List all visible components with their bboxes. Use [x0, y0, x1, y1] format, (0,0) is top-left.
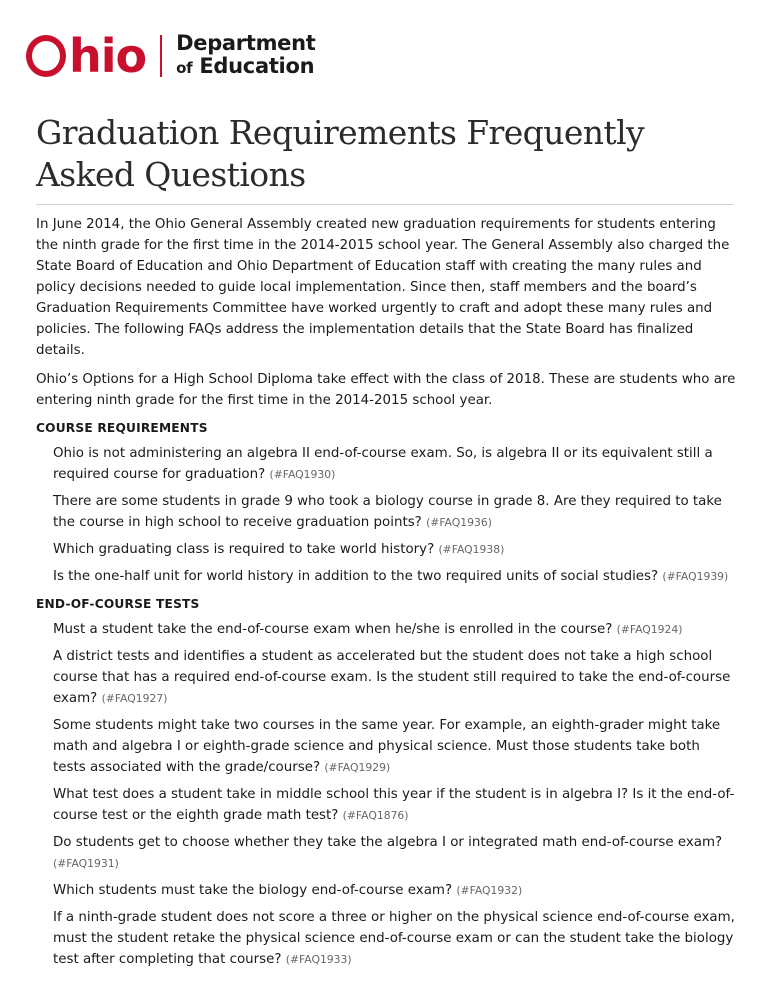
- faq-question[interactable]: Ohio is not administering an algebra II end-of-course exam. So, is algebra II or its equivalent still a required course for graduation?: [53, 446, 713, 482]
- intro-paragraph: Ohio’s Options for a High School Diploma take effect with the class of 2018. These are students who are entering ninth grade for the first time in the 2014-2015 school year.: [36, 372, 736, 408]
- faq-question[interactable]: Must a student take the end-of-course exam when he/she is enrolled in the course?: [53, 622, 613, 637]
- faq-question[interactable]: Which graduating class is required to take world history?: [53, 542, 435, 557]
- intro-paragraph: In June 2014, the Ohio General Assembly created new graduation requirements for students entering the ninth grade for the first time in the 2014-2015 school year. The General Assembly also charged the State Board of Education and Ohio Department of Education staff with creating the many rules and policy decisions needed to guide local implementation. Since then, staff members and the board’s Graduation Requirements Committee have worked urgently to craft and adopt these many rules and policies. The following FAQs address the implementation details that the State Board has finalized details.: [36, 217, 730, 358]
- ohio-department-of-education-logo[interactable]: [26, 26, 316, 86]
- faq-item[interactable]: [53, 566, 736, 587]
- department-line2-text: Education: [199, 54, 315, 78]
- department-line2: [176, 55, 315, 80]
- faq-question[interactable]: There are some students in grade 9 who took a biology course in grade 8. Are they required to take the course in high school to receive graduation points?: [53, 494, 722, 530]
- faq-item[interactable]: [53, 491, 736, 533]
- faq-anchor-link[interactable]: (#FAQ1876): [342, 809, 409, 822]
- faq-anchor-link[interactable]: (#FAQ1936): [426, 516, 492, 529]
- faq-list: [36, 619, 736, 970]
- faq-list: [36, 443, 736, 587]
- department-name: [176, 32, 315, 80]
- faq-question[interactable]: Do students get to choose whether they take the algebra I or integrated math end-of-course exam?: [53, 835, 723, 850]
- faq-anchor-link[interactable]: (#FAQ1939): [662, 570, 729, 583]
- faq-question[interactable]: Some students might take two courses in the same year. For example, an eighth-grader might take math and algebra I or eighth-grade science and physical science. Must those students take both tests associated with the grade/course?: [53, 718, 721, 775]
- faq-anchor-link[interactable]: (#FAQ1930): [269, 468, 336, 481]
- faq-anchor-link[interactable]: (#FAQ1931): [53, 857, 119, 870]
- faq-item[interactable]: [53, 907, 736, 970]
- ohio-wordmark: [26, 29, 147, 83]
- logo-divider: [160, 35, 162, 77]
- department-of: of: [176, 59, 193, 77]
- ohio-wordmark-text: hio: [69, 29, 147, 83]
- page-title: Graduation Requirements Frequently Asked Questions: [36, 113, 645, 194]
- faq-item[interactable]: [53, 646, 736, 709]
- faq-question[interactable]: Which students must take the biology end-of-course exam?: [53, 883, 453, 898]
- main-content: [36, 214, 736, 976]
- ohio-o-ring-icon: [26, 35, 66, 77]
- faq-anchor-link[interactable]: (#FAQ1924): [616, 623, 683, 636]
- faq-question[interactable]: What test does a student take in middle school this year if the student is in algebra I? Is it the end-of-course test or the eighth grade math test?: [53, 787, 735, 823]
- faq-item[interactable]: [53, 832, 736, 874]
- faq-question[interactable]: If a ninth-grade student does not score a three or higher on the physical science end-of-course exam, must the student retake the physical science end-of-course exam or can the student take the biology test after completing that course?: [53, 910, 735, 967]
- section-heading: END-OF-COURSE TESTS: [36, 597, 200, 611]
- faq-item[interactable]: [53, 539, 736, 560]
- faq-item[interactable]: [53, 784, 736, 826]
- faq-anchor-link[interactable]: (#FAQ1932): [456, 884, 523, 897]
- faq-item[interactable]: [53, 619, 736, 640]
- faq-anchor-link[interactable]: (#FAQ1929): [324, 761, 391, 774]
- faq-item[interactable]: [53, 715, 736, 778]
- faq-question[interactable]: Is the one-half unit for world history in addition to the two required units of social studies?: [53, 569, 659, 584]
- faq-item[interactable]: [53, 880, 736, 901]
- faq-question[interactable]: A district tests and identifies a student as accelerated but the student does not take a high school course that has a required end-of-course exam. Is the student still required to take the end-of-course exam?: [53, 649, 731, 706]
- department-line1: Department: [176, 31, 316, 55]
- faq-anchor-link[interactable]: (#FAQ1927): [101, 692, 168, 705]
- faq-item[interactable]: [53, 443, 736, 485]
- section-heading: COURSE REQUIREMENTS: [36, 421, 208, 435]
- faq-anchor-link[interactable]: (#FAQ1938): [438, 543, 505, 556]
- faq-anchor-link[interactable]: (#FAQ1933): [285, 953, 352, 966]
- title-divider: [36, 204, 733, 205]
